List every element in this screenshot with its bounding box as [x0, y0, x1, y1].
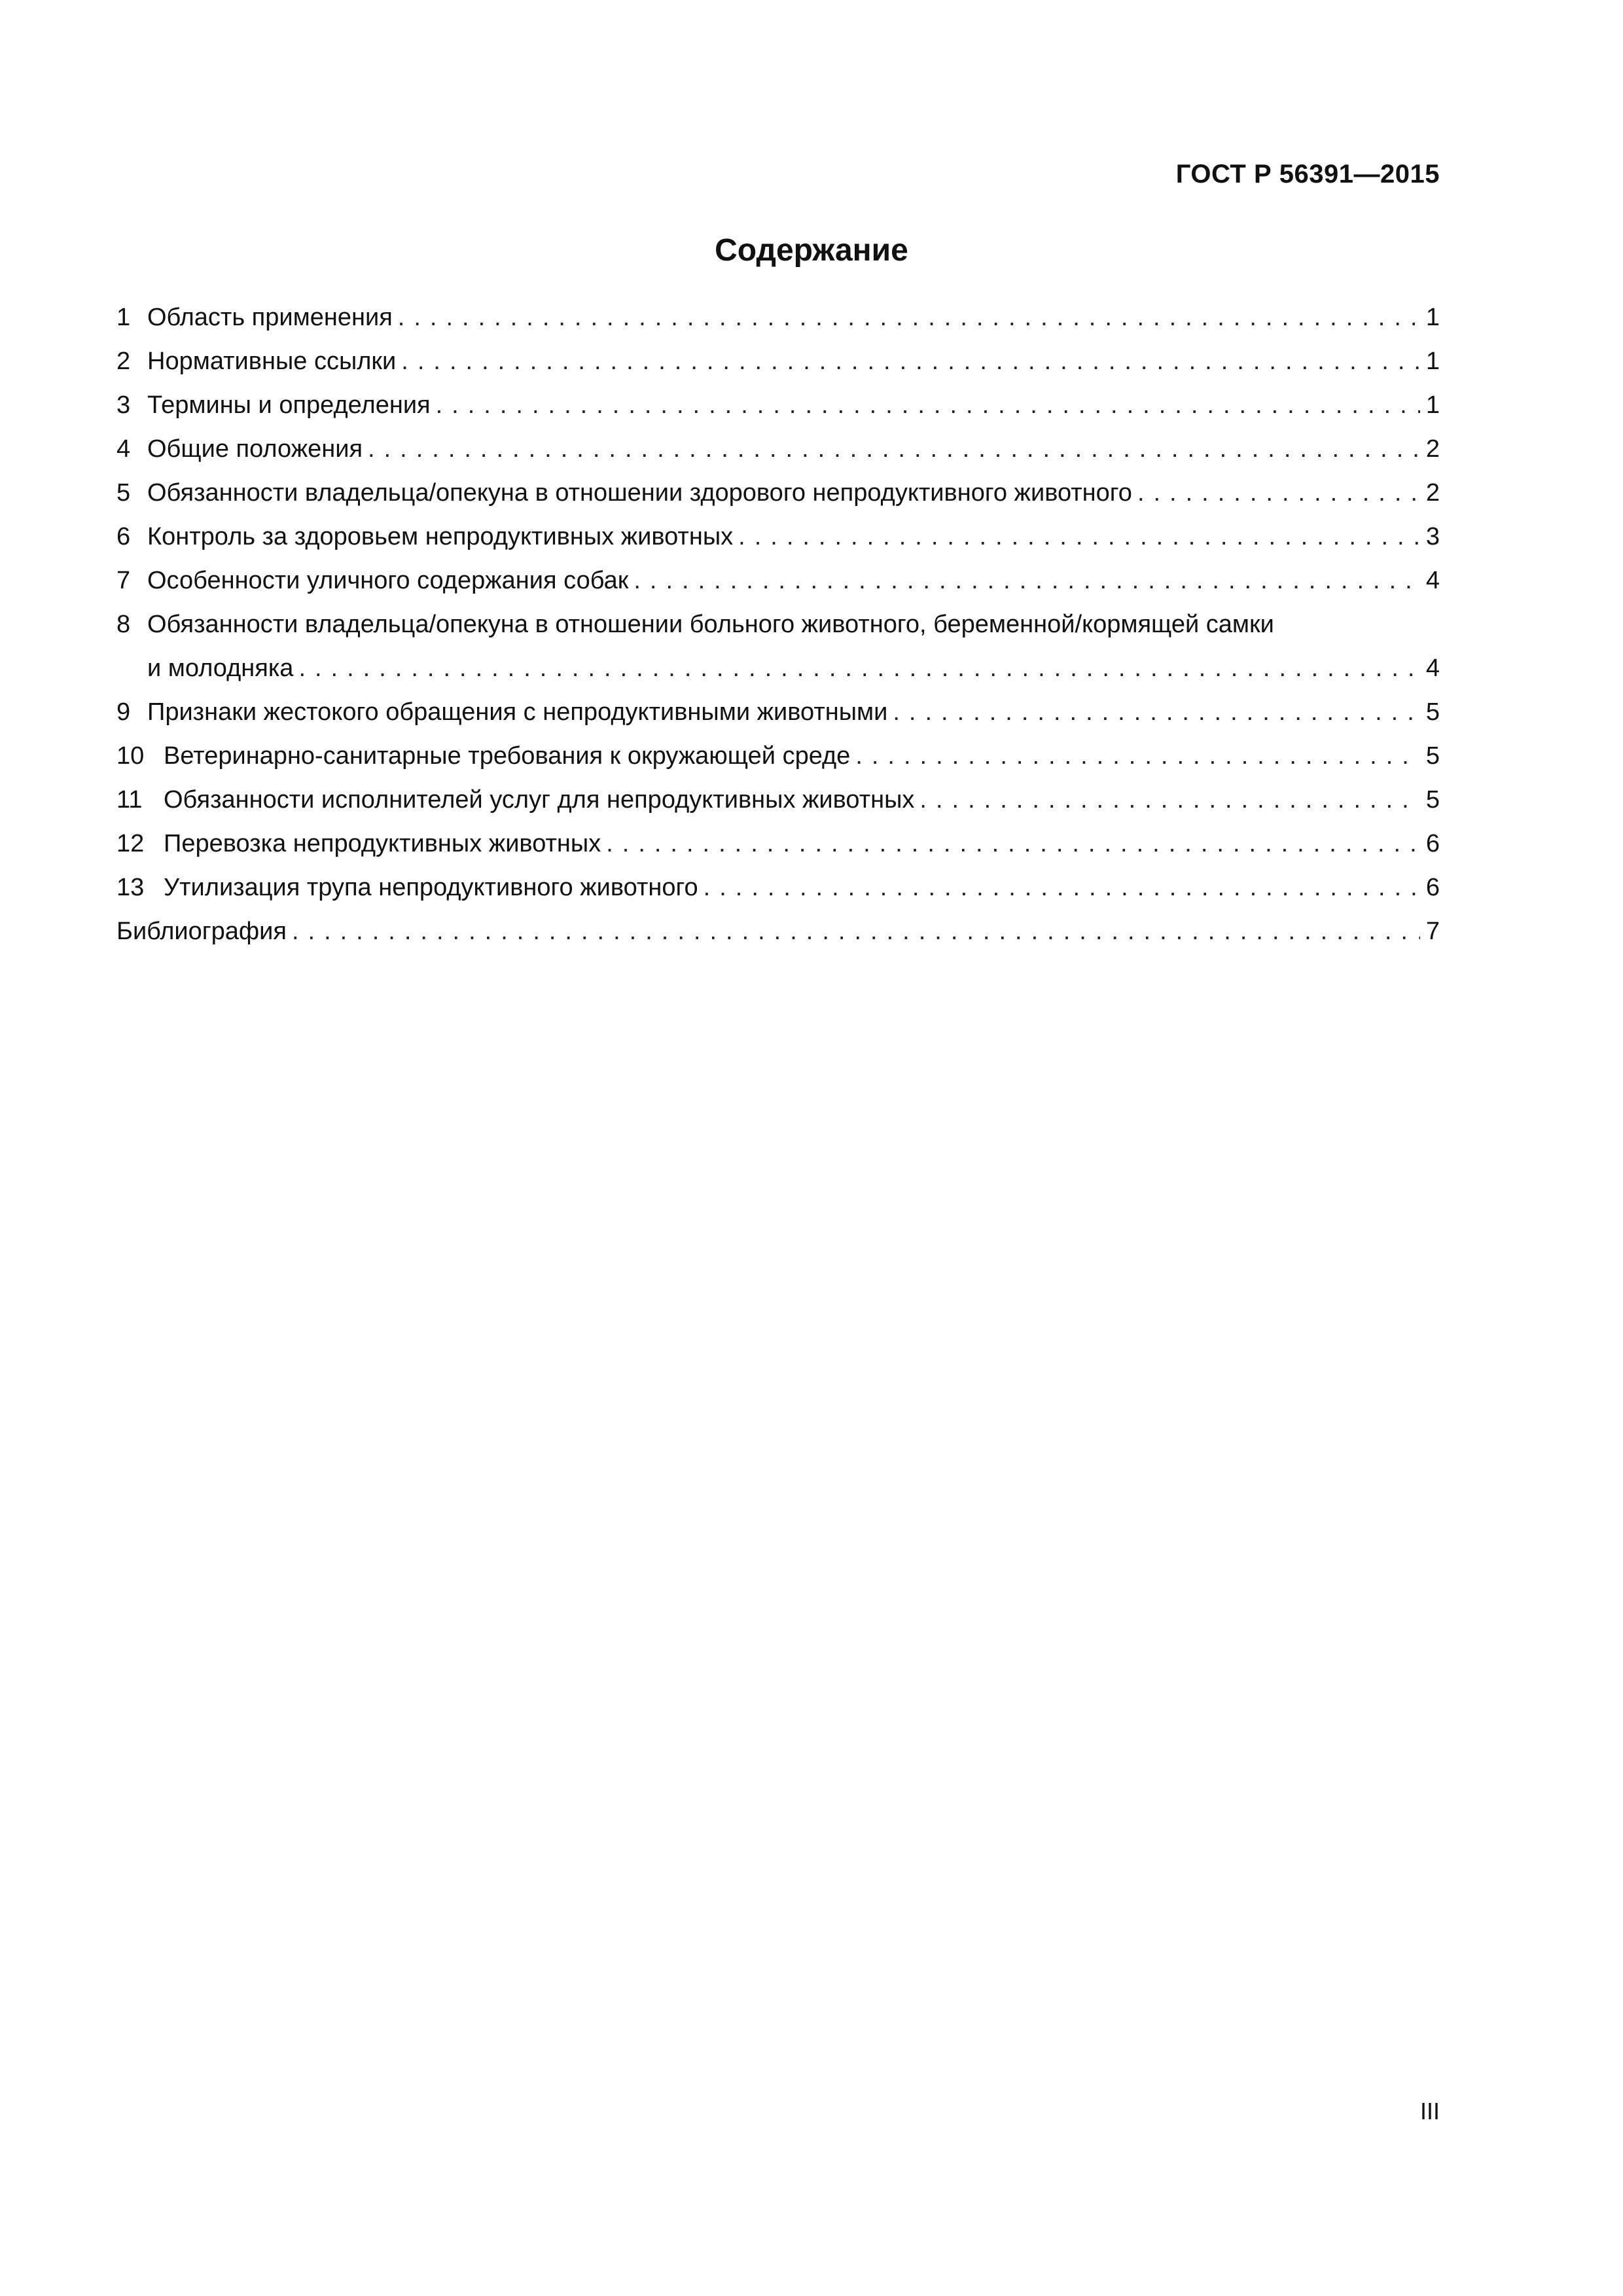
dot-leader: [393, 296, 1420, 340]
toc-entry-title: Перевозка непродуктивных животных: [164, 830, 601, 857]
dot-leader: [431, 384, 1420, 427]
toc-entry-12[interactable]: [116, 822, 1440, 866]
toc-entry-title: Библиография: [116, 918, 287, 945]
dot-leader: [887, 691, 1420, 734]
toc-entry-title: Ветеринарно-санитарные требования к окружающей среде: [164, 742, 851, 770]
toc-entry-10[interactable]: [116, 734, 1440, 778]
toc-entry-number: 7: [116, 567, 131, 594]
toc-entry-page: 2: [1425, 435, 1440, 463]
toc-entry-6[interactable]: [116, 515, 1440, 559]
dot-leader: [628, 559, 1420, 603]
toc-entry-page: 1: [1425, 348, 1440, 375]
toc-entry-number: 5: [116, 479, 131, 507]
toc-entry-page: 5: [1425, 742, 1440, 770]
dot-leader: [293, 647, 1420, 691]
dot-leader: [914, 778, 1420, 822]
toc-entry-title: Нормативные ссылки: [147, 348, 397, 375]
toc-entry-page: 5: [1425, 786, 1440, 814]
toc-entry-bibliography[interactable]: [116, 910, 1440, 954]
toc-entry-number: 12: [116, 830, 145, 857]
toc-entry-number: 8: [116, 611, 131, 638]
page-number: III: [1419, 2098, 1440, 2125]
toc-entry-3[interactable]: [116, 384, 1440, 427]
toc-entry-number: 13: [116, 874, 145, 901]
toc-entry-title: Общие положения: [147, 435, 363, 463]
dot-leader: [601, 822, 1420, 866]
toc-entry-2[interactable]: [116, 340, 1440, 384]
toc-entry-title-line1: Обязанности владельца/опекуна в отношении больного животного, беременной/кормящей самки: [147, 611, 1274, 638]
toc-entry-number: 11: [116, 786, 143, 814]
toc-entry-page: 1: [1425, 304, 1440, 331]
dot-leader: [396, 340, 1420, 384]
dot-leader: [1132, 471, 1420, 515]
toc-entry-11[interactable]: [116, 778, 1440, 822]
toc-entry-title: Обязанности исполнителей услуг для непродуктивных животных: [164, 786, 915, 814]
toc-entry-title-line2: и молодняка: [147, 655, 294, 682]
toc-entry-title: Признаки жестокого обращения с непродуктивными животными: [147, 698, 888, 726]
toc-entry-page: 6: [1425, 830, 1440, 857]
toc-entry-number: 1: [116, 304, 131, 331]
dot-leader: [733, 515, 1420, 559]
dot-leader: [698, 866, 1420, 910]
toc-entry-page: 5: [1425, 698, 1440, 726]
toc-entry-5[interactable]: [116, 471, 1440, 515]
toc-entry-number: 10: [116, 742, 145, 770]
toc-entry-page: 3: [1425, 523, 1440, 550]
dot-leader: [287, 910, 1420, 954]
toc-entry-page: 2: [1425, 479, 1440, 507]
toc-entry-page: 1: [1425, 391, 1440, 419]
toc-entry-number: 4: [116, 435, 131, 463]
toc-entry-title: Термины и определения: [147, 391, 431, 419]
dot-leader: [363, 427, 1420, 471]
toc-entry-number: 9: [116, 698, 131, 726]
toc-entry-title: Особенности уличного содержания собак: [147, 567, 629, 594]
toc-entry-9[interactable]: [116, 691, 1440, 734]
toc-entry-title: Обязанности владельца/опекуна в отношении здорового непродуктивного животного: [147, 479, 1132, 507]
toc-entry-title: Утилизация трупа непродуктивного животного: [164, 874, 698, 901]
toc-entry-4[interactable]: [116, 427, 1440, 471]
table-of-contents: [116, 296, 1440, 954]
toc-entry-7[interactable]: [116, 559, 1440, 603]
toc-entry-page: 7: [1425, 918, 1440, 945]
toc-entry-page: 6: [1425, 874, 1440, 901]
toc-title: Содержание: [715, 233, 908, 268]
toc-entry-title: Область применения: [147, 304, 393, 331]
dot-leader: [850, 734, 1420, 778]
toc-entry-number: 2: [116, 348, 131, 375]
toc-entry-title: Контроль за здоровьем непродуктивных животных: [147, 523, 734, 550]
toc-entry-number: 6: [116, 523, 131, 550]
toc-entry-number: 3: [116, 391, 131, 419]
toc-entry-page: 4: [1425, 567, 1440, 594]
toc-entry-8[interactable]: [116, 603, 1440, 691]
toc-entry-page: 4: [1425, 655, 1440, 682]
toc-entry-13[interactable]: [116, 866, 1440, 910]
document-code: ГОСТ Р 56391—2015: [1175, 160, 1440, 188]
toc-entry-1[interactable]: [116, 296, 1440, 340]
